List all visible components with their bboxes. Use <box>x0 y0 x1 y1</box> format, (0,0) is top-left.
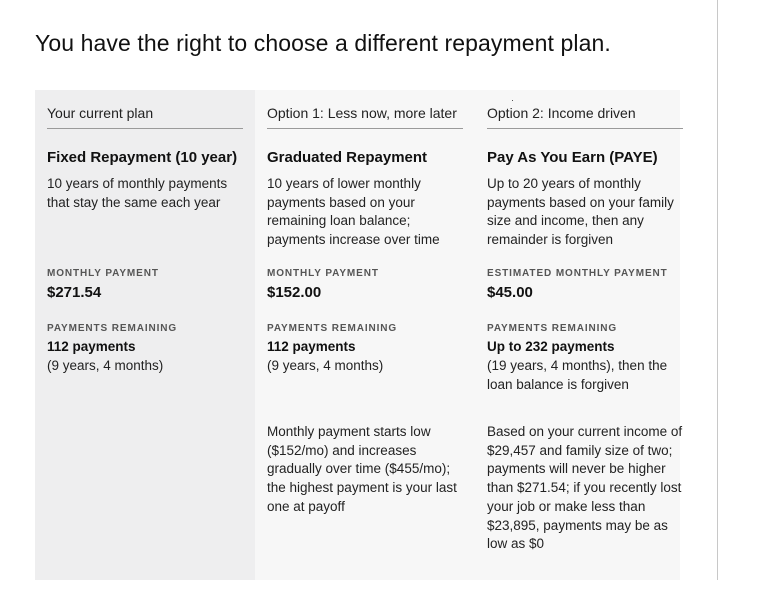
header-divider <box>47 128 243 129</box>
header-divider <box>487 128 683 129</box>
plan-description: 10 years of lower monthly payments based on your remaining loan balance; payments increase over time <box>267 176 440 248</box>
payment-value: $271.54 <box>47 284 102 301</box>
option-2-column <box>487 90 687 394</box>
remaining-label: PAYMENTS REMAINING <box>487 323 618 334</box>
page-edge-divider <box>717 0 718 580</box>
remaining-detail: (19 years, 4 months), then the loan balance is forgiven <box>487 358 668 392</box>
page-heading: You have the right to choose a different repayment plan. <box>35 30 611 56</box>
remaining-value: 112 payments <box>267 339 356 354</box>
current-plan-column <box>47 90 247 376</box>
plan-name: Pay As You Earn (PAYE) <box>487 149 658 166</box>
remaining-value: Up to 232 payments <box>487 339 615 354</box>
payment-value: $45.00 <box>487 284 533 301</box>
option-1-column <box>267 90 467 376</box>
payment-label: MONTHLY PAYMENT <box>267 268 379 279</box>
option-1-note: Monthly payment starts low ($152/mo) and increases gradually over time ($455/mo); the highest payment is your last one at payoff <box>267 424 457 514</box>
header-divider <box>267 128 463 129</box>
payment-label: MONTHLY PAYMENT <box>47 268 159 279</box>
plan-name: Graduated Repayment <box>267 149 428 166</box>
plan-name: Fixed Repayment (10 year) <box>47 149 238 166</box>
remaining-label: PAYMENTS REMAINING <box>267 323 398 334</box>
remaining-label: PAYMENTS REMAINING <box>47 323 178 334</box>
remaining-detail: (9 years, 4 months) <box>267 358 384 373</box>
remaining-detail: (9 years, 4 months) <box>47 358 164 373</box>
column-header: Option 1: Less now, more later <box>267 105 457 121</box>
option-2-note: Based on your current income of $29,457 and family size of two; payments will never be higher than $271.54; if you recently lost your job or make less than $23,895, payments may be as low as $0 <box>487 424 683 552</box>
plan-description: 10 years of monthly payments that stay the same each year <box>47 176 228 210</box>
remaining-value: 112 payments <box>47 339 136 354</box>
column-header: Option 2: Income driven <box>487 105 636 121</box>
plan-description: Up to 20 years of monthly payments based on your family size and income, then any remainder is forgiven <box>487 176 674 248</box>
payment-label: ESTIMATED MONTHLY PAYMENT <box>487 268 668 279</box>
column-header: Your current plan <box>47 105 154 121</box>
payment-value: $152.00 <box>267 284 322 301</box>
